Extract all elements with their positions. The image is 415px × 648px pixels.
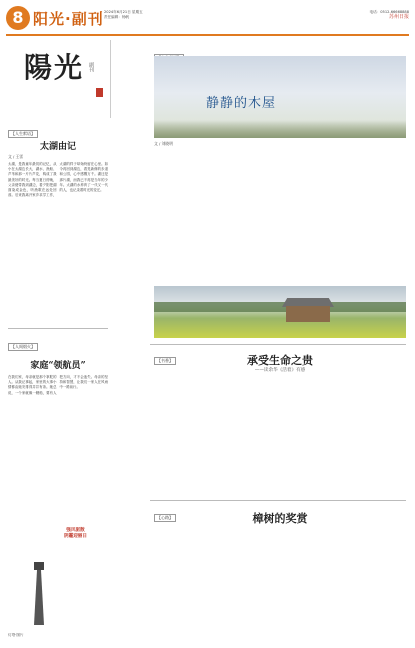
mid-left-article bbox=[8, 333, 108, 396]
cabin bbox=[286, 306, 330, 322]
page-header bbox=[6, 4, 409, 38]
lighthouse-ad bbox=[8, 520, 108, 638]
section-tag: 【心路】 bbox=[154, 514, 176, 522]
header-right bbox=[369, 10, 409, 20]
header-brand: 苏州日报 bbox=[388, 14, 409, 20]
lighthouse-icon bbox=[34, 562, 44, 570]
divider bbox=[8, 328, 108, 329]
header-meta-line: 2024年6月21日 星期五 bbox=[104, 10, 143, 14]
divider bbox=[150, 344, 406, 345]
article-author: 文 / 王雷 bbox=[8, 154, 24, 159]
ad-label: 灯塔·图片 bbox=[8, 633, 24, 637]
masthead-title: 陽光 bbox=[24, 51, 85, 84]
section-title: 承受生命之贵 bbox=[247, 354, 313, 367]
page-number-badge: 8 bbox=[6, 6, 30, 30]
section-tag: 【书香】 bbox=[154, 357, 176, 365]
left-article bbox=[8, 120, 108, 198]
seal-icon bbox=[96, 88, 103, 97]
hero-title: 静静的木屋 bbox=[206, 96, 277, 111]
article-title: 家庭“领航员” bbox=[30, 361, 86, 371]
section-subtitle: ——读余华《活着》有感 bbox=[254, 368, 306, 373]
hero-author: 文 / 刘晓明 bbox=[154, 141, 173, 146]
hero-image bbox=[154, 56, 406, 138]
article-body: 太湖，是我童年最初的记忆，从小在太湖边长大，湖水、渔船、芦苇和那一片片芦花，构成了我最美好的时光。每当夏日傍晚，父亲便带我到湖边，看夕阳把湖面染成金色，听渔歌在远处回荡。后来我离开家乡求学工作，太湖的样子却始终留在心里。如今再回到湖边，看见新修的步道和公园，心中感慨万千。湖还是那片湖，而我已不再是当年的少年。太湖的水养育了一代又一代的人，也记录着时光的变迁。 bbox=[8, 162, 108, 198]
section-name: 阳光·副刊 bbox=[33, 10, 104, 28]
article-tag: 【人生絮语】 bbox=[8, 130, 38, 138]
masthead-subtitle: 副刊 bbox=[88, 62, 94, 72]
ad-title bbox=[64, 528, 87, 540]
header-meta bbox=[104, 10, 143, 20]
masthead bbox=[8, 40, 111, 118]
article-tag: 【人间烟火】 bbox=[8, 343, 38, 351]
header-contact: 电话：0512-66668888 bbox=[369, 10, 409, 14]
lighthouse-tower bbox=[34, 570, 44, 625]
ad-title-line: 强风驱散 bbox=[66, 528, 85, 533]
header-meta-line: 责任编辑：杨帆 bbox=[104, 15, 130, 19]
divider bbox=[150, 500, 406, 501]
ad-title-line: 阴霾迎丽日 bbox=[64, 534, 87, 539]
forest bbox=[154, 302, 406, 312]
tree-line bbox=[154, 120, 406, 138]
section-title: 樟树的奖赏 bbox=[252, 512, 308, 525]
article-body: 在我们家，母亲就是那个掌舵的人。从我记事起，家里的大事小情都由她安排得井井有条。她总说，一个家就像一艘船，要有人把方向，才不会迷失。母亲的坚持和智慧，让我们一家人在风雨中一路前行。 bbox=[8, 375, 108, 395]
header-rule bbox=[6, 34, 409, 36]
article-title: 太湖由记 bbox=[39, 142, 76, 152]
field-photo bbox=[154, 286, 406, 338]
